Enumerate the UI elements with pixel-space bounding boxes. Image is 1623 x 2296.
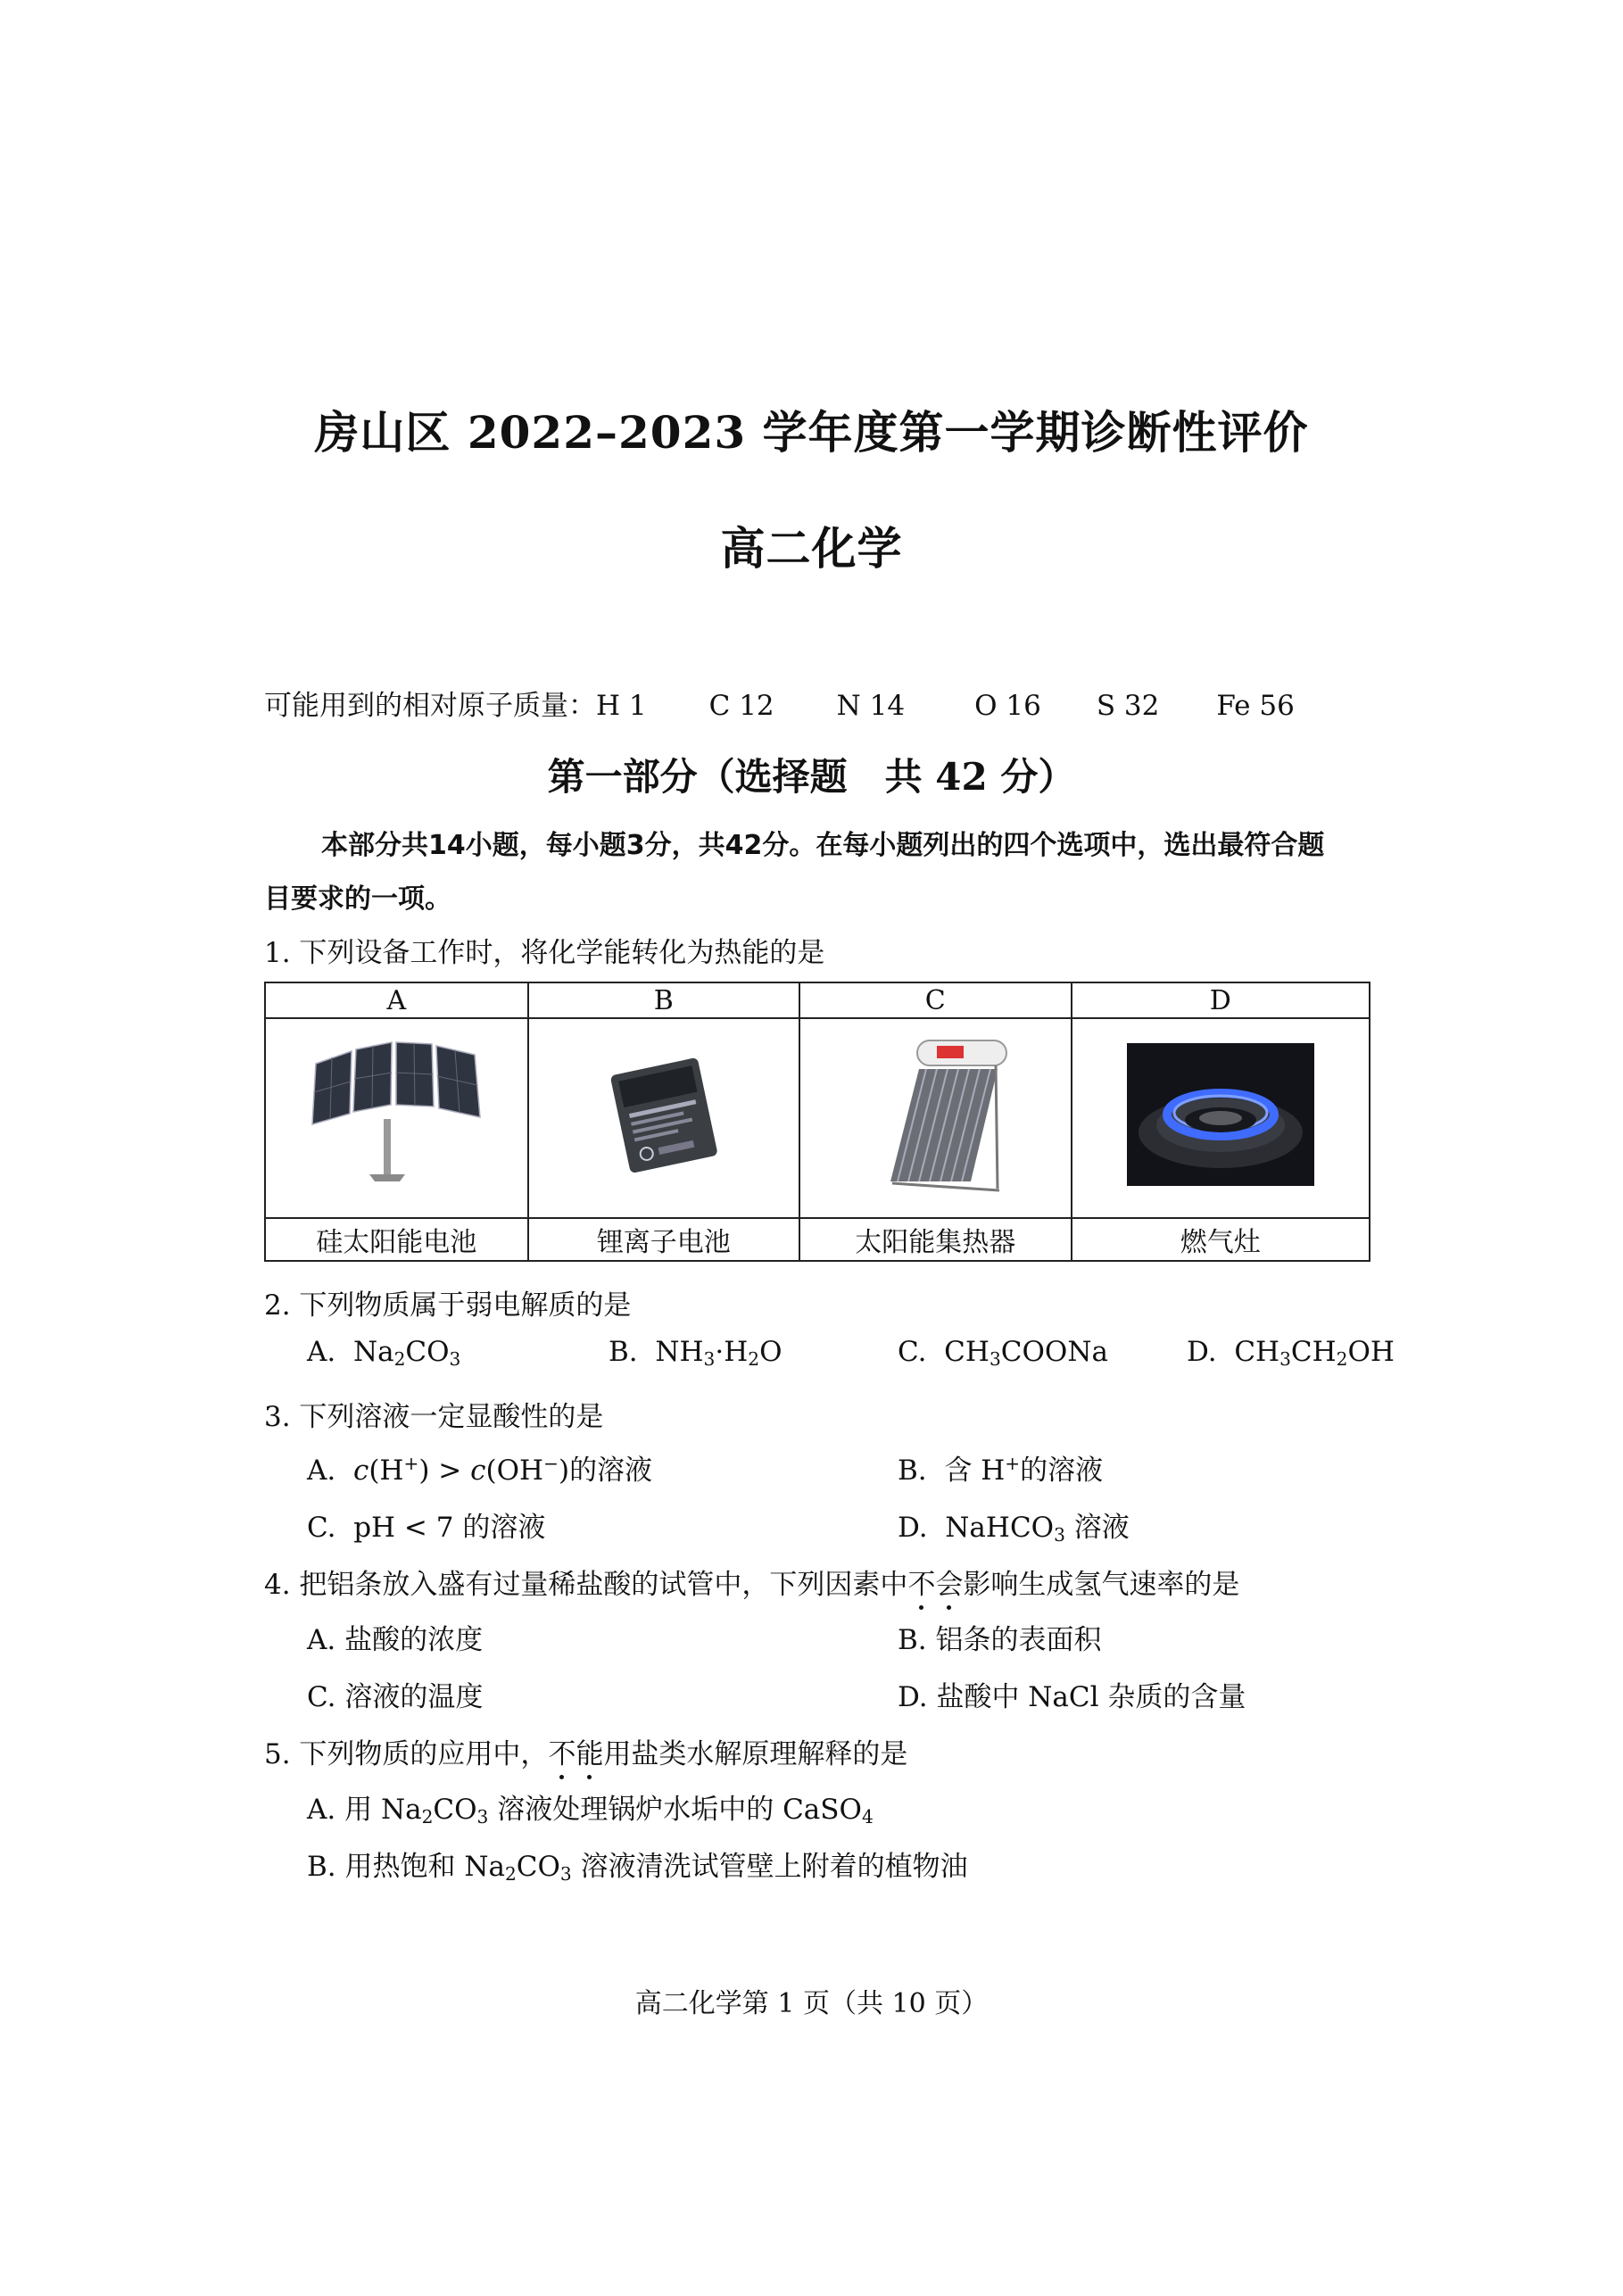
q1-col-c-letter: C: [799, 982, 1071, 1018]
q1-col-d-image: [1072, 1018, 1370, 1218]
q3-option-c: C. pH < 7 的溶液: [307, 1512, 546, 1544]
atomic-masses: [264, 683, 1295, 723]
q1-col-c-name: 太阳能集热器: [799, 1218, 1071, 1261]
subject-title: 高二化学: [720, 522, 903, 575]
q5-option-b: B. 用热饱和 $Na_2CO_3$ 溶液清洗试管壁上附着的植物油: [307, 1851, 968, 1886]
q1-col-d-letter: D: [1072, 982, 1370, 1018]
section-instruction-line2: 目要求的一项。: [264, 883, 451, 915]
q1-table: [264, 982, 1370, 1262]
atomic-masses-label: 可能用到的相对原子质量：: [264, 690, 596, 722]
solar-panel-icon: [307, 1039, 485, 1190]
q5-stem: 5. 下列物质的应用中，不能用盐类水解原理解释的是: [264, 1738, 908, 1770]
q4-emph-1: 不: [907, 1569, 936, 1601]
q5-emph-1: 不: [548, 1738, 576, 1770]
q3-stem: 3. 下列溶液一定显酸性的是: [264, 1401, 604, 1433]
mass-s: S 32: [1096, 690, 1160, 722]
q1-stem: 1. 下列设备工作时，将化学能转化为热能的是: [264, 937, 825, 969]
solar-water-heater-icon: [855, 1030, 1015, 1199]
q3-option-a: A. c(H+) > c(OH−)的溶液: [307, 1452, 653, 1487]
mass-c: C 12: [708, 690, 774, 722]
q4-option-b: B. 铝条的表面积: [898, 1624, 1102, 1656]
q1-col-a-letter: A: [265, 982, 528, 1018]
q5-option-a: A. 用 $Na_2CO_3$ 溶液处理锅炉水垢中的 CaSO$_4$: [307, 1794, 874, 1828]
q4-option-c: C. 溶液的温度: [307, 1681, 484, 1713]
section-instruction-line1: 本部分共14小题，每小题3分，共42分。在每小题列出的四个选项中，选出最符合题: [321, 830, 1325, 861]
q1-col-b-name: 锂离子电池: [528, 1218, 799, 1261]
q2-option-b: B. $NH_3\cdot H_2O$: [609, 1336, 783, 1371]
mass-n: N 14: [836, 690, 906, 722]
gas-stove-icon: [1127, 1043, 1314, 1186]
mass-h: H 1: [596, 690, 647, 722]
q2-option-c: C. $CH_3COONa$: [898, 1336, 1108, 1371]
battery-icon: [584, 1039, 744, 1190]
q4-option-a: A. 盐酸的浓度: [307, 1624, 484, 1656]
q4-option-d: D. 盐酸中 NaCl 杂质的含量: [898, 1681, 1246, 1713]
q1-col-c-image: [799, 1018, 1071, 1218]
q4-emph-2: 会: [935, 1569, 964, 1601]
q4-stem: 4. 把铝条放入盛有过量稀盐酸的试管中，下列因素中不会影响生成氢气速率的是: [264, 1569, 1240, 1601]
q1-col-a-image: [265, 1018, 528, 1218]
mass-o: O 16: [974, 690, 1041, 722]
q5-emph-2: 能: [576, 1738, 604, 1770]
q1-col-d-name: 燃气灶: [1072, 1218, 1370, 1261]
q1-col-a-name: 硅太阳能电池: [265, 1218, 528, 1261]
q3-option-b: B. 含 H+的溶液: [898, 1452, 1104, 1487]
q1-col-b-letter: B: [528, 982, 799, 1018]
section-title: 第一部分（选择题 共 42 分）: [547, 755, 1076, 799]
exam-title: 房山区 2022–2023 学年度第一学期诊断性评价: [314, 406, 1309, 459]
q2-option-d: D. $CH_3CH_2OH$: [1187, 1336, 1395, 1371]
q3-option-d: D. NaHCO$_3$ 溶液: [898, 1512, 1130, 1546]
q1-col-b-image: [528, 1018, 799, 1218]
q2-option-a: A. $Na_2CO_3$: [307, 1336, 461, 1371]
page-footer: 高二化学第 1 页（共 10 页）: [634, 1988, 989, 2019]
mass-fe: Fe 56: [1216, 690, 1295, 722]
q2-stem: 2. 下列物质属于弱电解质的是: [264, 1289, 632, 1322]
